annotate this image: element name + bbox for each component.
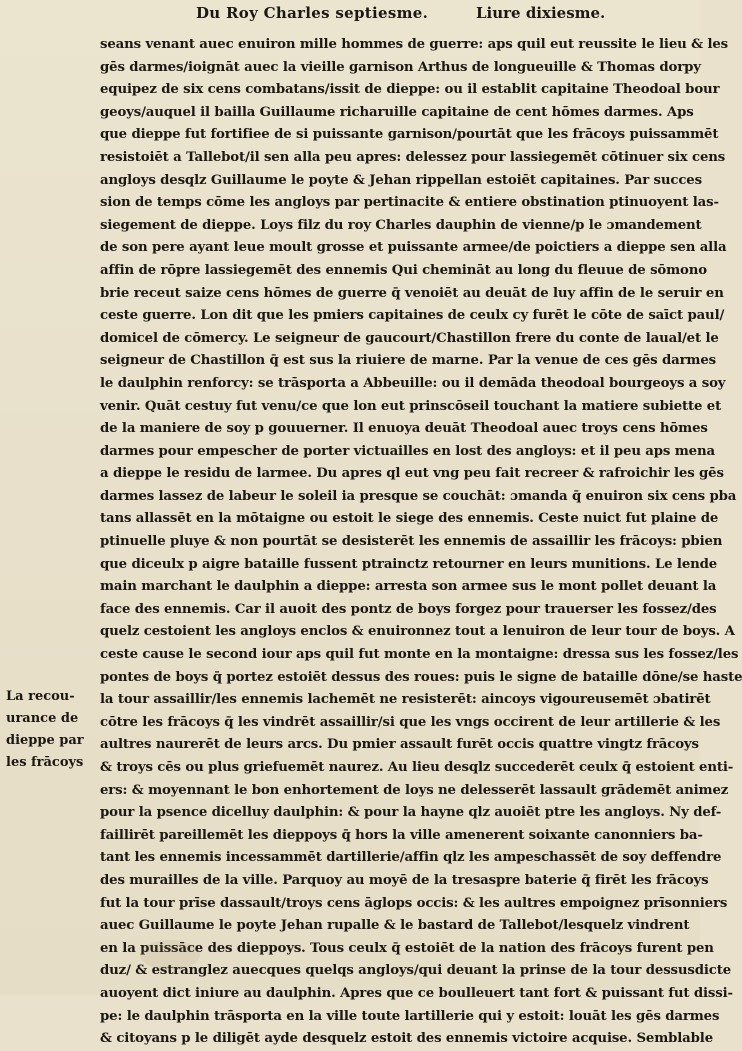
- book-number: Liure dixiesme.: [476, 4, 606, 22]
- body-line: en la puissāce des dieppoys. Tous ceulx q̄ estoiēt de la nation des frācoys furent pen: [100, 940, 714, 956]
- marginal-note-line: La recou-: [6, 689, 75, 704]
- body-line: pe: le daulphin trāsporta en la ville toute lartillerie qui y estoit: louāt les gēs darmes: [100, 1008, 720, 1024]
- body-line: cōtre les frācoys q̄ les vindrēt assaillir/si que les vngs occirent de leur artillerie & les: [100, 714, 721, 730]
- body-line: gēs darmes/ioignāt auec la vieille garnison Arthus de longueuille & Thomas dorpy: [100, 59, 701, 75]
- body-line: seans venant auec enuiron mille hommes de guerre: aps quil eut reussite le lieu & les: [100, 37, 729, 52]
- body-line: tant les ennemis incessammēt dartillerie/affin qlz les ampeschassēt de soy deffendre: [100, 850, 722, 866]
- running-title: Du Roy Charles septiesme.: [196, 4, 429, 22]
- body-line: & troys cēs ou plus griefuemēt naurez. Au lieu desqlz succederēt ceulx q̄ estoient enti-: [100, 760, 734, 775]
- body-line: pontes de boys q̄ portez estoiēt dessus des roues: puis le signe de bataille dōne/se haste: [100, 669, 742, 685]
- body-line: darmes pour empescher de porter victuailles en lost des angloys: et il peu aps mena: [100, 443, 715, 459]
- marginal-note-line: les frācoys: [6, 755, 84, 770]
- body-line: angloys desqlz Guillaume le poyte & Jehan rippellan estoiēt capitaines. Par succes: [100, 172, 702, 188]
- body-line: des murailles de la ville. Parquoy au moyē de la tresaspre baterie q̄ firēt les frācoys: [100, 872, 709, 888]
- body-line: de son pere ayant leue moult grosse et puissante armee/de poictiers a dieppe sen alla: [100, 240, 727, 256]
- body-line: siegement de dieppe. Loys filz du roy Charles dauphin de vienne/p le ɔmandement: [100, 217, 702, 233]
- body-line: tans allassēt en la mōtaigne ou estoit le siege des ennemis. Ceste nuict fut plaine de: [100, 511, 719, 527]
- marginal-note: [6, 686, 96, 774]
- body-line: faillirēt pareillemēt les dieppoys q̄ hors la ville amenerent soixante canonniers ba-: [100, 827, 703, 843]
- body-line: aultres naurerēt de leurs arcs. Du pmier assault furēt occis quattre vingtz frācoys: [100, 737, 699, 753]
- body-line: seigneur de Chastillon q̄ est sus la riuiere de marne. Par la venue de ces gēs darmes: [100, 353, 716, 369]
- body-line: venir. Quāt cestuy fut venu/ce que lon eut prinscōseil touchant la matiere subiette et: [100, 398, 722, 414]
- body-line: auoyent dict iniure au daulphin. Apres que ce boulleuert tant fort & puissant fut dissi-: [100, 985, 733, 1001]
- body-line: fut la tour prīse dassault/troys cens āglops occis: & les aultres empoignez prīsonniers: [100, 895, 728, 911]
- body-line: affin de rōpre lassiegemēt des ennemis Qui chemināt au long du fleuue de sōmono: [100, 262, 708, 278]
- body-line: domicel de cōmercy. Le seigneur de gaucourt/Chastillon frere du conte de laual/et le: [100, 330, 719, 346]
- body-line: duz/ & estranglez auecques quelqs angloys/qui deuant la prinse de la tour dessusdicte: [100, 963, 732, 979]
- body-line: ers: & moyennant le bon enhortement de loys ne delesserēt lassault grādemēt animez: [100, 782, 729, 798]
- body-line: & citoyans p le diligēt ayde desquelz estoit des ennemis victoire acquise. Semblable: [100, 1031, 714, 1047]
- body-line: de la maniere de soy p gouuerner. Il enuoya deuāt Theodoal auec troys cens hōmes: [100, 421, 708, 437]
- body-line: quelz cestoient les angloys enclos & enuironnez tout a lenuiron de leur tour de boys. A: [100, 624, 735, 640]
- body-line: que dieppe fut fortifiee de si puissante garnison/pourtāt que les frācoys puissammēt: [100, 127, 719, 143]
- body-line: pour la psence dicelluy daulphin: & pour la hayne qlz auoiēt ptre les angloys. Ny def-: [100, 805, 722, 821]
- body-line: ptinuelle pluye & non pourtāt se desisterēt les ennemis de assaillir les frācoys: pbien: [100, 534, 723, 550]
- marginal-note-line: dieppe par: [6, 733, 84, 748]
- body-line: ceste cause le second iour aps quil fut monte en la montaigne: dressa sus les fossez/les: [100, 647, 739, 663]
- marginal-note-line: urance de: [6, 711, 79, 726]
- body-line: le daulphin renforcy: se trāsporta a Abbeuille: ou il demāda theodoal bourgeoys a soy: [100, 375, 726, 391]
- body-line: equipez de six cens combatans/issit de dieppe: ou il establit capitaine Theodoal bour: [100, 82, 720, 98]
- body-line: resistoiēt a Tallebot/il sen alla peu apres: delessez pour lassiegemēt cōtinuer six cens: [100, 149, 726, 165]
- body-line: face des ennemis. Car il auoit des pontz de boys forgez pour trauerser les fossez/des: [100, 601, 717, 617]
- body-line: darmes lassez de labeur le soleil ia presque se couchāt: ɔmanda q̄ enuiron six cens pba: [100, 488, 737, 504]
- body-line: la tour assaillir/les ennemis lachemēt ne resisterēt: aincoys vigoureusemēt ɔbatirēt: [100, 692, 711, 708]
- body-line: main marchant le daulphin a dieppe: arresta son armee sus le mont pollet deuant la: [100, 579, 717, 595]
- body-line: ceste guerre. Lon dit que les pmiers capitaines de ceulx cy furēt le cōte de saīct paul/: [100, 308, 725, 324]
- body-line: auec Guillaume le poyte Jehan rupalle & le bastard de Tallebot/lesquelz vindrent: [100, 918, 690, 934]
- body-line: brie receut saize cens hōmes de guerre q̄ venoiēt au deuāt de luy affin de le seruir en: [100, 285, 724, 301]
- paper-stain: [140, 940, 200, 970]
- body-text: [100, 34, 742, 1051]
- body-line: geoys/auquel il bailla Guillaume richaruille capitaine de cent hōmes darmes. Aps: [100, 104, 694, 120]
- body-line: que diceulx p aigre bataille fussent ptrainctz retourner en leurs munitions. Le lende: [100, 556, 718, 572]
- body-line: sion de temps cōme les angloys par pertinacite & entiere obstination ptinuoyent las-: [100, 195, 719, 211]
- body-line: a dieppe le residu de larmee. Du apres ql eut vng peu fait recreer & rafroichir les gēs: [100, 466, 724, 482]
